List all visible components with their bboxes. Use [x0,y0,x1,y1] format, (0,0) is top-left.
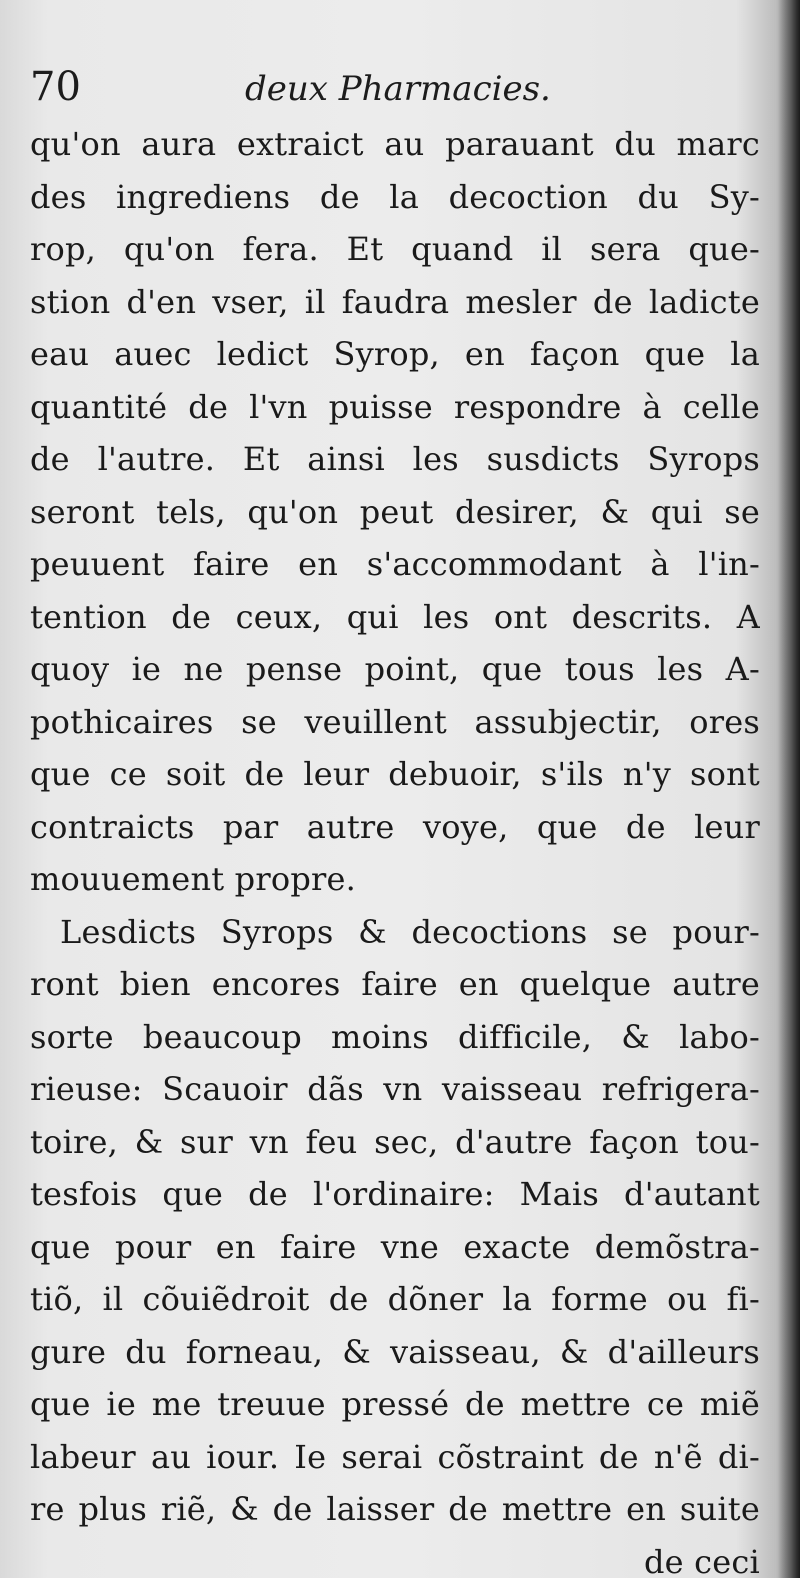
body-text [30,118,760,1578]
text-line: seront tels, qu'on peut desirer, & qui se [30,492,760,531]
text-line: que pour en faire vne exacte demõstra- [30,1227,760,1266]
text-line: que ce soit de leur debuoir, s'ils n'y sont [30,755,760,793]
text-line: peuuent faire en s'accommodant à l'in- [30,545,760,583]
text-line: quantité de l'vn puisse respondre à celle [30,387,760,426]
text-line: sorte beaucoup moins difficile, & labo- [30,1017,760,1056]
catchword: de ceci [643,1542,760,1578]
text-line: tesfois que de l'ordinaire: Mais d'autant [30,1175,760,1213]
text-line: gure du forneau, & vaisseau, & d'ailleurs [30,1332,760,1371]
running-head-title: deux Pharmacies. [245,69,551,109]
text-line: tiõ, il cõuiẽdroit de dõner la forme ou fi- [30,1280,760,1318]
text-line: qu'on aura extraict au parauant du marc [30,125,760,163]
text-line: rop, qu'on fera. Et quand il sera que- [30,230,760,268]
text-line-paragraph-start: Lesdicts Syrops & decoctions se pour- [60,912,760,951]
text-line: stion d'en vser, il faudra mesler de ladicte [30,282,760,321]
text-line: eau auec ledict Syrop, en façon que la [30,335,760,373]
text-line: ront bien encores faire en quelque autre [30,965,760,1003]
text-line: rieuse: Scauoir dãs vn vaisseau refrigera- [30,1070,760,1108]
text-line: quoy ie ne pense point, que tous les A- [30,650,760,688]
page-edge-shadow [778,0,800,1578]
text-line: que ie me treuue pressé de mettre ce miẽ [30,1385,760,1423]
text-line: labeur au iour. Ie serai cõstraint de n'ẽ di- [30,1437,760,1476]
text-line: des ingrediens de la decoction du Sy- [30,177,760,216]
text-line: re plus riẽ, & de laisser de mettre en suite [30,1490,760,1528]
text-line-paragraph-end: mouuement propre. [30,860,357,898]
text-line: toire, & sur vn feu sec, d'autre façon tou- [30,1122,760,1161]
text-line: pothicaires se veuillent assubjectir, ores [30,702,760,741]
page-number: 70 [30,64,81,110]
running-head [30,62,730,112]
text-line: contraicts par autre voye, que de leur [30,807,760,846]
text-line: de l'autre. Et ainsi les susdicts Syrops [30,440,760,478]
text-line: tention de ceux, qui les ont descrits. A [30,597,760,636]
